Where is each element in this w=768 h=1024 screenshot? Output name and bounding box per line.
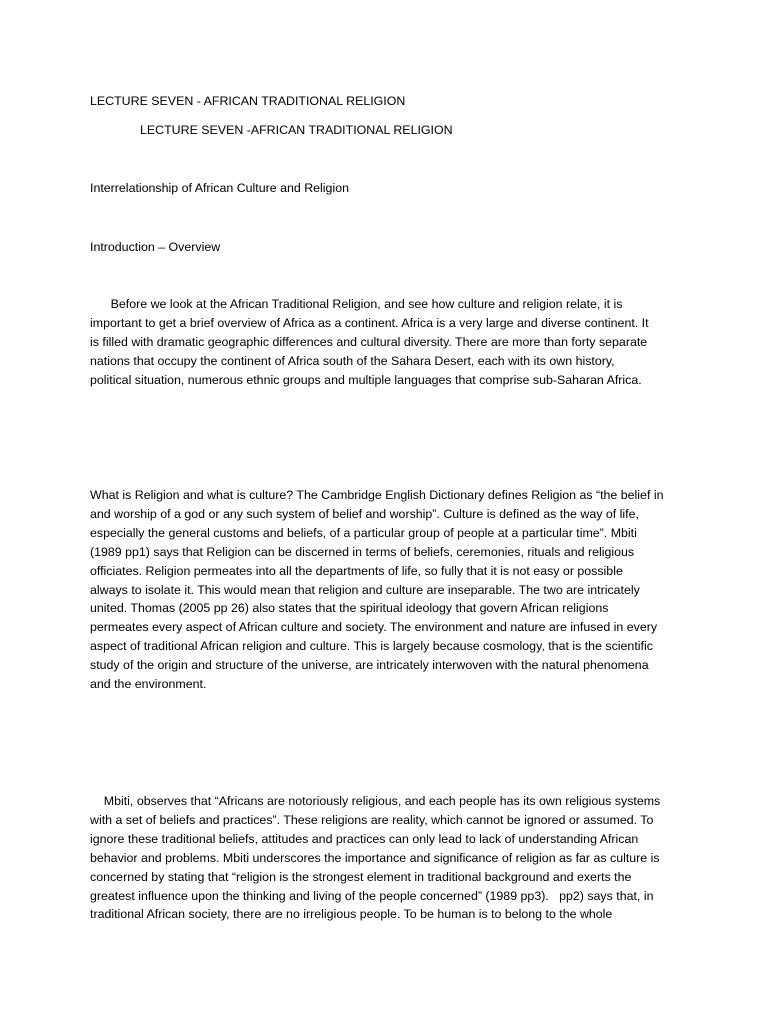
paragraph-line: nations that occupy the continent of Africa south of the Sahara Desert, each with its own history,	[90, 353, 615, 368]
document-subtitle: Interrelationship of African Culture and Religion	[90, 181, 349, 195]
paragraph-line: political situation, numerous ethnic groups and multiple languages that comprise sub-Saharan Africa.	[90, 372, 642, 387]
paragraph-line: permeates every aspect of African culture and society. The environment and nature are infused in every	[90, 620, 658, 635]
paragraph-line: Before we look at the African Traditional Religion, and see how culture and religion relate, it is	[90, 297, 623, 311]
lecture-heading: LECTURE SEVEN - AFRICAN TRADITIONAL RELIGION	[90, 94, 406, 108]
paragraph-intro	[90, 295, 680, 390]
paragraph-line: Mbiti, observes that “Africans are notoriously religious, and each people has its own religious systems	[90, 794, 661, 808]
paragraph-line: aspect of traditional African religion and culture. This is largely because cosmology, that is the scientific	[90, 639, 653, 654]
paragraph-line: What is Religion and what is culture? The Cambridge English Dictionary defines Religion as “the belief in	[90, 488, 664, 502]
section-title: Introduction – Overview	[90, 240, 221, 254]
paragraph-line: (1989 pp1) says that Religion can be discerned in terms of beliefs, ceremonies, rituals and religious	[90, 544, 635, 559]
paragraph-definitions	[90, 486, 680, 694]
lecture-heading-indented: LECTURE SEVEN -AFRICAN TRADITIONAL RELIGION	[140, 123, 453, 137]
paragraph-line: ignore these traditional beliefs, attitudes and practices can only lead to lack of understanding African	[90, 831, 639, 846]
paragraph-line: and worship of a god or any such system of belief and worship”. Culture is defined as the way of life,	[90, 506, 639, 521]
paragraph-mbiti	[90, 792, 680, 924]
paragraph-line: study of the origin and structure of the universe, are intricately interwoven with the natural phenomena	[90, 658, 649, 673]
paragraph-line: important to get a brief overview of Africa as a continent. Africa is a very large and diverse continent. It	[90, 315, 649, 330]
paragraph-line: always to isolate it. This would mean that religion and culture are inseparable. The two are intricately	[90, 582, 640, 597]
paragraph-line: officiates. Religion permeates into all the departments of life, so fully that it is not easy or possible	[90, 563, 623, 578]
paragraph-line: greatest influence upon the thinking and living of the people concerned” (1989 pp3). pp2) says that, in	[90, 888, 654, 903]
paragraph-line: with a set of beliefs and practices”. These religions are reality, which cannot be ignored or assumed. To	[90, 812, 654, 827]
paragraph-line: traditional African society, there are no irreligious people. To be human is to belong to the whole	[90, 907, 613, 922]
paragraph-line: concerned by stating that “religion is the strongest element in traditional background and exerts the	[90, 869, 632, 884]
paragraph-line: and the environment.	[90, 677, 207, 692]
paragraph-line: behavior and problems. Mbiti underscores the importance and significance of religion as far as culture is	[90, 850, 660, 865]
paragraph-line: especially the general customs and beliefs, of a particular group of people at a particular time”. Mbiti	[90, 525, 637, 540]
paragraph-line: united. Thomas (2005 pp 26) also states that the spiritual ideology that govern African religions	[90, 601, 609, 616]
paragraph-line: is filled with dramatic geographic differences and cultural diversity. There are more than forty separate	[90, 334, 648, 349]
